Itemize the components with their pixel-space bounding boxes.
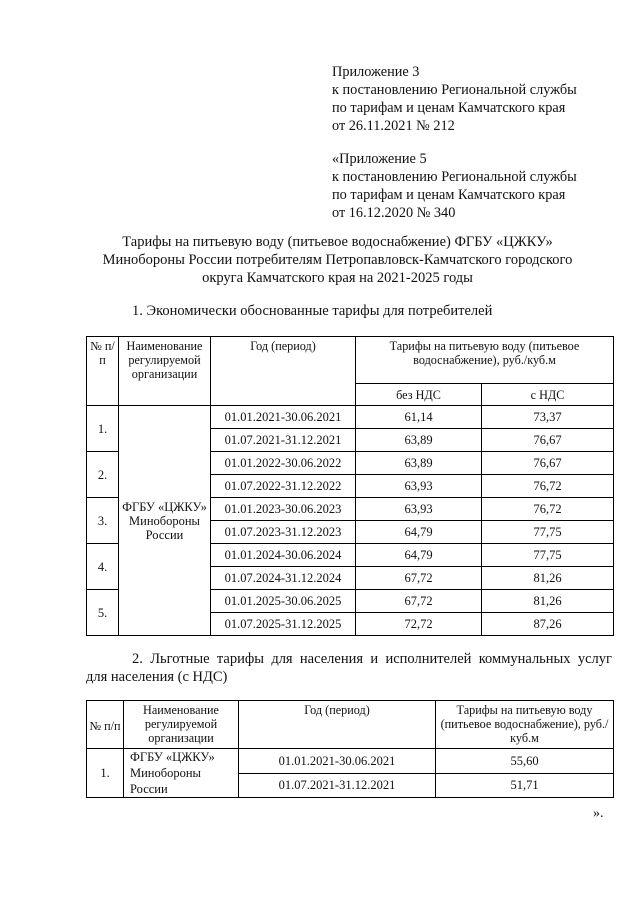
title-line: округа Камчатского края на 2021-2025 годы bbox=[202, 270, 473, 286]
header-num: № п/п bbox=[87, 337, 119, 406]
no-vat-cell: 63,89 bbox=[356, 429, 482, 452]
preferential-tariffs-table bbox=[86, 700, 614, 798]
no-vat-cell: 64,79 bbox=[356, 521, 482, 544]
period-cell: 01.07.2024-31.12.2024 bbox=[211, 567, 356, 590]
annex-inner-line: по тарифам и ценам Камчатского края bbox=[332, 187, 566, 203]
with-vat-cell: 73,37 bbox=[482, 406, 614, 429]
section2-heading-line: 2. Льготные тарифы для населения и исполнителей коммунальных услуг bbox=[132, 651, 612, 667]
with-vat-cell: 76,67 bbox=[482, 452, 614, 475]
period-cell: 01.07.2022-31.12.2022 bbox=[211, 475, 356, 498]
no-vat-cell: 61,14 bbox=[356, 406, 482, 429]
no-vat-cell: 72,72 bbox=[356, 613, 482, 636]
tariff-cell: 55,60 bbox=[436, 749, 614, 774]
header-org: Наименование регулируемой организации bbox=[124, 701, 239, 749]
section2-heading-line: для населения (с НДС) bbox=[86, 669, 228, 685]
with-vat-cell: 81,26 bbox=[482, 590, 614, 613]
period-cell: 01.01.2021-30.06.2021 bbox=[211, 406, 356, 429]
economic-tariffs-table bbox=[86, 336, 614, 636]
annex-inner-line: от 16.12.2020 № 340 bbox=[332, 205, 456, 221]
with-vat-cell: 77,75 bbox=[482, 521, 614, 544]
header-num: № п/п bbox=[87, 701, 124, 749]
row-num: 5. bbox=[87, 590, 119, 636]
annex-header-line: по тарифам и ценам Камчатского края bbox=[332, 100, 566, 116]
no-vat-cell: 63,89 bbox=[356, 452, 482, 475]
with-vat-cell: 81,26 bbox=[482, 567, 614, 590]
annex-header-line: Приложение 3 bbox=[332, 64, 420, 80]
header-tariff: Тарифы на питьевую воду (питьевое водоснабжение), руб./куб.м bbox=[436, 701, 614, 749]
document-title bbox=[60, 233, 615, 287]
period-cell: 01.01.2024-30.06.2024 bbox=[211, 544, 356, 567]
section1-heading: 1. Экономически обоснованные тарифы для потребителей bbox=[132, 303, 493, 319]
period-cell: 01.01.2022-30.06.2022 bbox=[211, 452, 356, 475]
closing-quote: ». bbox=[593, 806, 604, 821]
period-cell: 01.07.2021-31.12.2021 bbox=[211, 429, 356, 452]
title-line: Минобороны России потребителям Петропавловск-Камчатского городского bbox=[102, 252, 573, 268]
tariff-cell: 51,71 bbox=[436, 773, 614, 798]
annex-header-line: от 26.11.2021 № 212 bbox=[332, 118, 455, 134]
title-line: Тарифы на питьевую воду (питьевое водоснабжение) ФГБУ «ЦЖКУ» bbox=[122, 234, 553, 250]
header-org: Наименование регулируемой организации bbox=[119, 337, 211, 406]
row-num: 4. bbox=[87, 544, 119, 590]
table-row bbox=[87, 406, 614, 429]
row-num: 3. bbox=[87, 498, 119, 544]
row-num: 1. bbox=[87, 749, 124, 798]
header-period: Год (период) bbox=[211, 337, 356, 406]
no-vat-cell: 63,93 bbox=[356, 498, 482, 521]
with-vat-cell: 87,26 bbox=[482, 613, 614, 636]
header-no-vat: без НДС bbox=[356, 384, 482, 406]
row-num: 1. bbox=[87, 406, 119, 452]
annex-inner-line: к постановлению Региональной службы bbox=[332, 169, 577, 185]
period-cell: 01.07.2023-31.12.2023 bbox=[211, 521, 356, 544]
period-cell: 01.07.2021-31.12.2021 bbox=[239, 773, 436, 798]
header-tariff: Тарифы на питьевую воду (питьевое водоснабжение), руб./куб.м bbox=[356, 337, 614, 384]
section2-heading bbox=[86, 650, 612, 686]
annex-inner-line: «Приложение 5 bbox=[332, 151, 427, 167]
with-vat-cell: 76,67 bbox=[482, 429, 614, 452]
period-cell: 01.01.2023-30.06.2023 bbox=[211, 498, 356, 521]
period-cell: 01.01.2021-30.06.2021 bbox=[239, 749, 436, 774]
annex-header-line: к постановлению Региональной службы bbox=[332, 82, 577, 98]
org-name: ФГБУ «ЦЖКУ» Минобороны России bbox=[119, 406, 211, 636]
org-name: ФГБУ «ЦЖКУ» Минобороны России bbox=[124, 749, 239, 798]
no-vat-cell: 67,72 bbox=[356, 567, 482, 590]
row-num: 2. bbox=[87, 452, 119, 498]
no-vat-cell: 67,72 bbox=[356, 590, 482, 613]
no-vat-cell: 64,79 bbox=[356, 544, 482, 567]
no-vat-cell: 63,93 bbox=[356, 475, 482, 498]
annex-header bbox=[332, 63, 577, 135]
period-cell: 01.07.2025-31.12.2025 bbox=[211, 613, 356, 636]
with-vat-cell: 76,72 bbox=[482, 498, 614, 521]
with-vat-cell: 77,75 bbox=[482, 544, 614, 567]
header-with-vat: с НДС bbox=[482, 384, 614, 406]
header-period: Год (период) bbox=[239, 701, 436, 749]
period-cell: 01.01.2025-30.06.2025 bbox=[211, 590, 356, 613]
with-vat-cell: 76,72 bbox=[482, 475, 614, 498]
table-row bbox=[87, 749, 614, 774]
annex-inner-header bbox=[332, 150, 577, 222]
